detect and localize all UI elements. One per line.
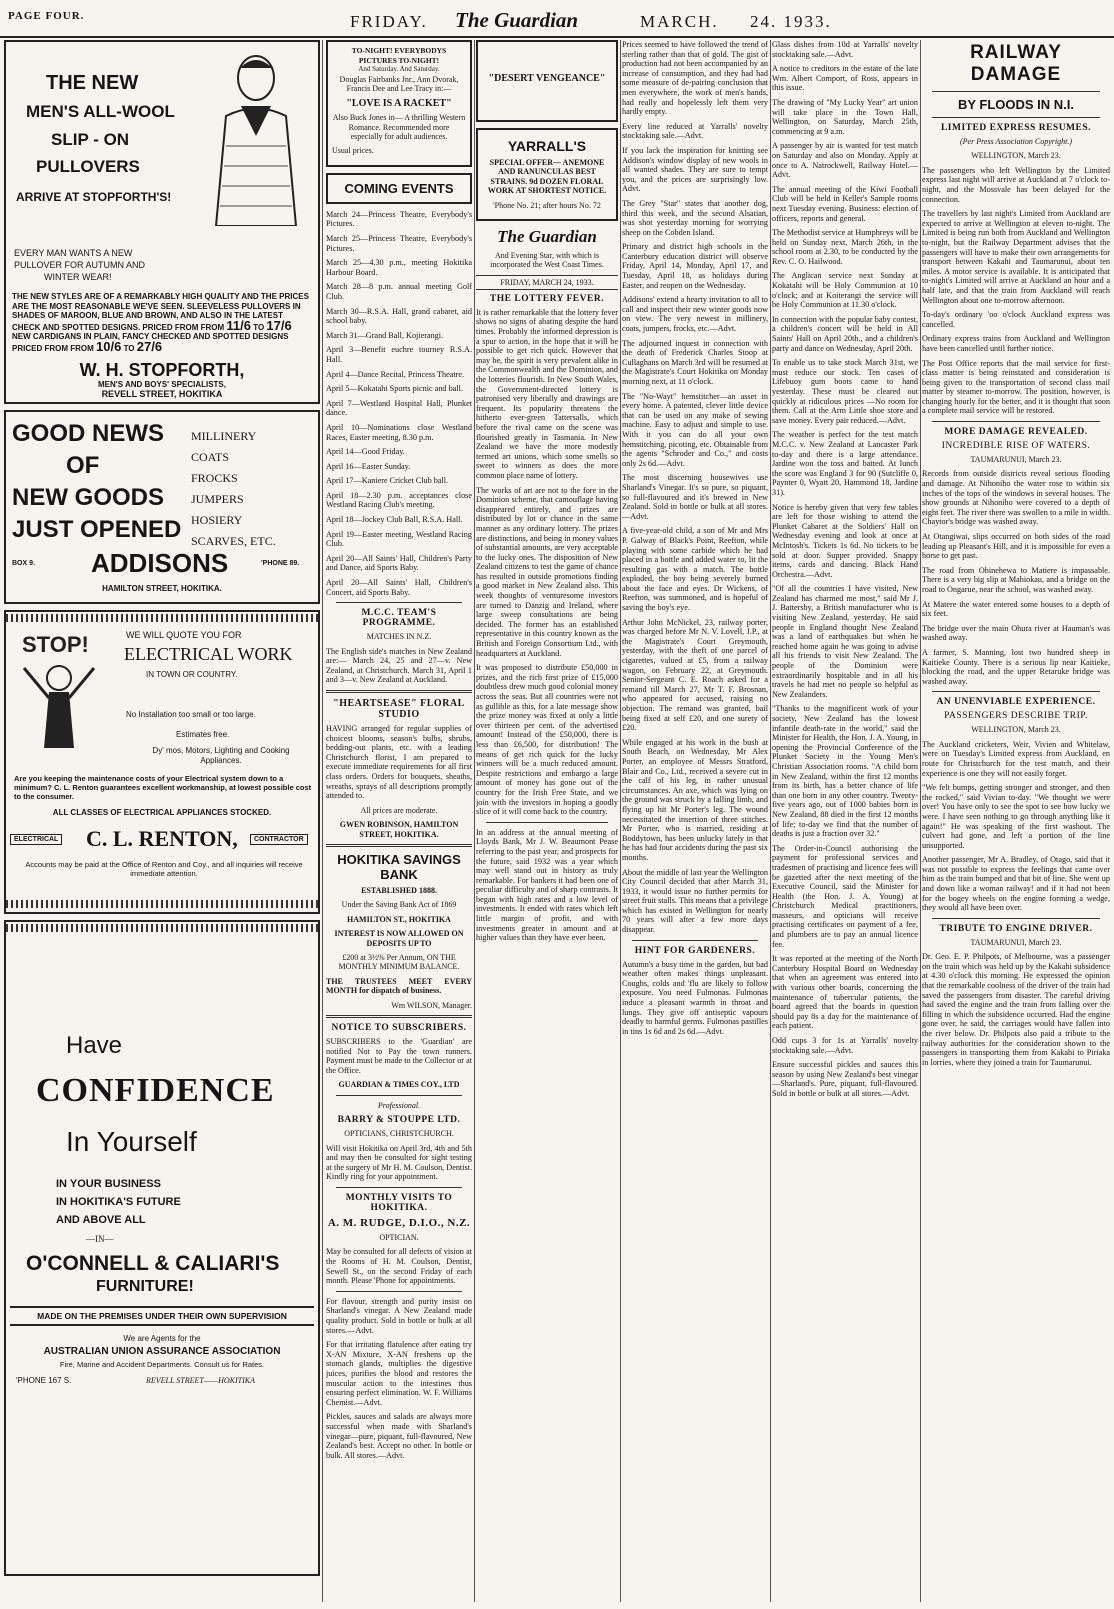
news-paragraph: To enable us to take stock March 31st, we must reduce our stock. Ten cases of Lifebuoy gum boots came to hand yesterday. These must be cleared out quickly at ridiculous prices —No room for them. Call at the Arm Little shoe store and save money. Every pair reduced.—Advt. (772, 358, 918, 425)
ad-line: ALL CLASSES OF ELECTRICAL APPLIANCES STOCKED. (52, 808, 272, 817)
coming-event-item: April 4—Dance Recital, Princess Theatre. (326, 369, 465, 379)
news-paragraph: The Grey "Star" states that another dog, third this week, and the second Alsatian, was shot yesterday morning for worrying sheep on the Cobden Island. (622, 198, 768, 237)
ad-heading: GOOD NEWS (12, 420, 165, 447)
news-paragraph: "We felt bumps, getting stronger and stronger, and then the rocked," said Vivian to-day. "We thought we were over! You have only to see the spot to see how lucky we were. I have seen nothing to go through anything like it again!" He was speaking of the first washout. The culvert had gone, and left a portion of the line unsupported. (922, 783, 1110, 850)
ad-body: NEW CARDIGANS IN PLAIN, FANCY CHECKED AND SPOTTED DESIGNS PRICED FROM FROM (12, 332, 289, 353)
rudge-subtitle: OPTICIAN. (379, 1233, 419, 1242)
barry-title: BARRY & STOUPPE LTD. (337, 1115, 461, 1126)
news-paragraph: The road from Ohinehewa to Matiere is impassable. There is a very big slip at Mahiokau, and a bridge on the road to Ongarue, near the school, was washed away. (922, 565, 1110, 594)
coming-events-heading-box (326, 173, 472, 204)
news-paragraph: A notice to creditors in the estate of the late Wm. Albert Comport, of Ross, appears in this issue. (772, 64, 918, 93)
news-paragraph: Odd cups 3 for 1s at Yarralls' novelty stocktaking sale.—Advt. (772, 1036, 918, 1055)
mcc-body: The English side's matches in New Zealand are:— March 24, 25 and 27—v. New Zealand, at Christchurch. March 31, April 1 and 3—v. New Zealand at Auckland. (326, 646, 472, 685)
yarralls-body: SPECIAL OFFER— ANEMONE AND RANUNCULAS BEST STRAINS. 9d DOZEN FLORAL WORK AT SHORTEST NOTICE. (487, 158, 607, 196)
coming-event-item: March 28—8 p.m. annual meeting Golf Club. (326, 282, 472, 301)
column-5 (772, 40, 918, 1602)
oconnell-caliari-advert (4, 920, 320, 1576)
coming-event-item: March 24—Princess Theatre, Everybody's Pictures. (326, 209, 472, 229)
news-paragraph: Dr. Geo. E. P. Philpots, of Melbourne, was a passenger on the train which was held up by the Kakahi subsidence at 4.30 o'clock this morning. He expressed the opinion that the remarkable coolness of the driver of the train had saved the passengers from disaster. The careful driving had saved the engine and the train from falling over the filling in which the subsidence occurred. Had the engine gone over, he said, the carriages would have fallen into the river below. Dr. Philpots also paid a tribute to the railway authorities for the consideration shown to the passengers in transporting them from Kakahi to Piriaka in lorries, where they joined a train for Taumarunui. (922, 952, 1110, 1067)
dateline: TAUMARUNUI, March 23. (970, 455, 1062, 465)
editorial-title: THE LOTTERY FEVER. (489, 293, 605, 304)
news-paragraph: The bridge over the main Ohura river at Hauman's was washed away. (922, 623, 1110, 643)
news-paragraph: Ordinary express trains from Auckland and Wellington have been cancelled until further notice. (922, 334, 1110, 353)
header-day: FRIDAY. (350, 12, 428, 31)
news-paragraph: A passenger by air is wanted for test match on Saturday and also on Monday. Apply at once to A. Natrockwell, Railway Hotel.—Advt. (772, 141, 918, 180)
editorial-paragraph: The works of art are not to the fore in the Dominion scheme, that camouflage having disappeared entirely, and prizes are distributed by lot or chance in the same manner as any ordinary lottery. The prizes are distinctions, and being in money values of substantial amounts, are very acceptable to the lucky ones. The disposition of New Zealand citizens to test the game of chance has resulted in outside promotions finding a good market in New Zealand also. This week thoughts of venturesome investors are turned to Danzig and Ireland, where large sweep consultations are being decided. The former has an established representative in this country known as the British and Foreign Consortium Ltd., with headquarters at Auckland. (476, 485, 618, 658)
price: 17/6 (266, 317, 292, 333)
column-6 (922, 40, 1110, 1602)
ad-line: Fire, Marine and Accident Departments. Consult us for Rates. (59, 1360, 265, 1369)
dateline: FRIDAY, MARCH 24, 1933. (476, 275, 618, 290)
ad-line: IN HOKITIKA'S FUTURE (56, 1196, 181, 1208)
dateline: TAUMARUNUI, March 23. (970, 937, 1062, 947)
notice-signature: GUARDIAN & TIMES COY., LTD (338, 1080, 460, 1090)
florist-body: HAVING arranged for regular supplies of choicest blooms, season's bulbs, shrubs, bedding-out plants, etc. with a leading Christchurch florist, I am prepared to execute immediate requirements for all first class orders. Orders for bouquets, sheaths, wreaths, sprays of all descriptions promptly attended to. (326, 724, 472, 801)
advertisement-column (4, 40, 320, 1602)
ad-line: PULLOVER FOR AUTUMN AND (14, 260, 146, 270)
header-month: MARCH. (640, 12, 719, 31)
yarralls-advert (476, 128, 618, 221)
news-paragraph: It was reported at the meeting of the North Canterbury Hospital Board on Wednesday that when an agreement was entered into with various other boards, concerning the maintenance of tubercular patients, the board agreed that the boards in question should pay 8s a day for the maintenance of each patient. (772, 954, 918, 1031)
ad-line: MADE ON THE PREMISES UNDER THEIR OWN SUPERVISION (10, 1306, 314, 1326)
news-paragraph: At Matere the water entered some houses to a depth of six feet. (922, 599, 1110, 619)
film-title: "DESERT VENGEANCE" (488, 73, 606, 84)
bank-title: HOKITIKA SAVINGS BANK (337, 851, 461, 882)
ad-line: In Yourself (66, 1126, 197, 1157)
stopforth-advert (4, 40, 320, 404)
ad-name: C. L. RENTON, (86, 826, 238, 851)
ad-line: And Saturday. And Saturday. (358, 65, 440, 74)
ad-line: MEN'S ALL-WOOL (26, 102, 175, 121)
header-date: 24. 1933. (750, 12, 832, 31)
coming-event-item: April 5—Kokatahi Sports picnic and ball. (326, 384, 463, 394)
border-decoration (6, 924, 318, 932)
news-paragraph: Ensure successful pickles and sauces this season by using New Zealand's best vinegar—Sharland's. Pure, piquant, full-flavoured. Sold in bottle or bulk at all stores.—Advt. (772, 1060, 918, 1098)
ad-tag: CONTRACTOR (250, 834, 308, 845)
dateline: WELLINGTON, March 23. (971, 725, 1061, 735)
editorial-paragraph: It was proposed to distribute £50,000 in prizes, and the rich first prize of £15,000 doubtless drew much good colonial money across the seas. But all countries were not as gullible as this, for a late message show the prize money was fixed at only a little over thirteen per cent. of the advertised amount! Instead of the £50,000, there is less than £6,500, for distribution! The means of get rich quick for the lucky winners will be a much reduced amount. Despite restrictions and embargo a large amount of money has gone out of the country for the Irish Free State, and we join with the investors in hoping a goodly slice of it will come back to the country. (476, 663, 618, 817)
coming-event-item: April 19—Easter meeting, Westland Racing Club. (326, 529, 472, 549)
coming-event-item: March 25—4.30 p.m., meeting Hokitika Harbour Board. (326, 258, 472, 277)
news-paragraph: The Auckland cricketers, Weir, Vivien and Whitelaw, were on Tuesday's Limited express from Auckland, en route for Christchurch for the test match, and their experience is one they will not easily forget. (922, 739, 1110, 778)
florist-title: "HEARTSEASE" FLORAL STUDIO (333, 698, 465, 720)
ad-sub: MEN'S AND BOYS' SPECIALISTS, (98, 380, 226, 389)
subheading: AN UNENVIABLE EXPERIENCE. (936, 697, 1096, 708)
news-paragraph: While engaged at his work in the bush at South Beach, on Wednesday, Mr Alex Porter, an employee of Messrs Stratford, Blair and Co., Ltd., received a severe cut in the calf of his leg, in rather unusual circumstances. An axe, which was lying on the ground was struck by a falling limb, and flying up hit Mr Porter's leg. The wound necessitated the insertion of three stitches. Mr Porter, who is married, residing at Boddytown, has been unlucky lately in that he has had four accidents during the past six months. (622, 737, 768, 862)
news-paragraph: Prices seemed to have followed the trend of sterling rather than that of gold. The gist of production had not been accompanied by an increase of consumption, and they had had some measure of de-pairing conclusion that men everywhere, the work of men's hands, had really and hopelessly left them very hardly empty. (622, 40, 768, 117)
news-paragraph: The passengers who left Wellington by the Limited express last night will arrive at Auckland at 7 o'clock to-night, and the Mossvale has been delayed for the connection. (922, 165, 1110, 204)
coming-event-item: April 17—Kaniere Cricket Club ball. (326, 476, 449, 486)
pictures-advert (326, 40, 472, 167)
column-rule (770, 40, 771, 1602)
page-number: PAGE FOUR. (8, 10, 85, 22)
news-paragraph: Records from outside districts reveal serious flooding and damage. At Nihoniho the water rose to within six inches of the tops of the windows in several houses. The show grounds at Nihoniho were covered to a depth of eight feet. The river there was swollen to a mile in width. Chaytor's bridge was washed away. (922, 469, 1110, 527)
ad-line: WINTER WEAR! (44, 272, 112, 282)
ad-line: Dy' mos, Motors, Lighting and Cooking Appliances. (152, 746, 290, 765)
dateline: WELLINGTON, March 23. (971, 151, 1061, 161)
ad-heading: CONFIDENCE (36, 1072, 275, 1109)
stop-man-illustration (14, 628, 104, 748)
ad-item: SCARVES, ETC. (191, 534, 276, 548)
column-4 (622, 40, 768, 1602)
hint-title: HINT FOR GARDENERS. (634, 945, 756, 956)
mcc-title: M.C.C. TEAM'S PROGRAMME. (361, 608, 437, 629)
yarralls-phone: 'Phone No. 21; after hours No. 72 (493, 200, 601, 210)
column-2 (326, 40, 472, 1602)
news-paragraph: "Of all the countries I have visited, New Zealand has charmed me most," said Mr J. J. Battersby, a British manufacturer who is visiting New Zealand, yesterday. He said people in England thought New Zealand was a land of earthquakes but when he reached home again he was going to advise all his friends to visit New Zealand. The people of the Dominion were extraordinarily hospitable and in all his travels he had met no people so helpful as New Zealanders. (772, 584, 918, 699)
barry-subtitle: OPTICIANS, CHRISTCHURCH. (344, 1129, 454, 1139)
coming-events-title: COMING EVENTS (344, 180, 454, 196)
coming-event-item: April 20—All Saints' Hall, Children's Party and Dance, aid Sports Baby. (326, 553, 472, 573)
ad-line: IN YOUR BUSINESS (56, 1178, 161, 1190)
florist-prices: All prices are moderate. (360, 805, 438, 815)
price: 27/6 (136, 338, 163, 354)
ad-box: BOX 9. (12, 560, 35, 567)
subheading: PASSENGERS DESCRIBE TRIP. (944, 711, 1088, 722)
ad-body: Accounts may be paid at the Office of Renton and Coy., and all inquiries will receive immediate attention. (25, 860, 303, 878)
news-paragraph: About the middle of last year the Wellington City Council decided that after March 31, 1933, it would issue no further permits for street fruit stalls. This means that a privilege which has existed in Wellington for nearly 70 years will after a few more days disappear. (622, 867, 768, 935)
news-paragraph: In connection with the popular baby contest, a children's concert will be held in All Saints' Hall on April 20th., and a children's party and dance on Wednesday, April 20th. (772, 314, 918, 353)
column-rule (474, 40, 475, 1602)
xan-advert: For that irritating flatulence after eating try X-AN Mixture, X-AN freshens up the stomach glands, multiplies the digestive juices, purifies the blood and restores the muscular action to the intestines thus ensuring perfect elimination. W. F. Williams Chemist.—Advt. (326, 1340, 472, 1407)
ad-line: ELECTRICAL WORK (124, 644, 293, 664)
news-paragraph: The Post Office reports that the mail service for first-class matter is being reinstated and consideration is being given to the transportation of second class mail matter by steamer to-morrow. The position, however, is changing hourly for the better, and it is thought that soon a complete mail service will be restored. (922, 358, 1110, 416)
news-paragraph: The "No-Wayt" hemstitcher—an asset in every home. A patented, clever little device that can be used on any make of sewing machine. Easy to adjust and simple to use. With it you can do all your own hemstitching, picoting, etc. Obtainable from the agents "Schroder and Co.," and costs only 2s 6d.—Advt. (622, 391, 768, 468)
ad-line: WE WILL QUOTE YOU FOR (126, 630, 242, 640)
news-paragraph: The Methodist service at Humphreys will be held on Sunday next, March 26th, in the school room at 2.30, to be conducted by the Rev. C. O. Hailwood. (772, 228, 918, 266)
ad-line: SLIP - ON (51, 130, 130, 149)
price-to: TO (123, 343, 135, 353)
desert-vengeance-advert (476, 40, 618, 122)
notice-body: SUBSCRIBERS to the 'Guardian' are notified Not to Pay the town runners. Payment must be made to the Collector or at the Office. (326, 1037, 472, 1075)
ad-line: Usual prices. (332, 146, 374, 156)
news-paragraph: A five-year-old child, a son of Mr and Mrs P. Galway of Black's Point, Reefton, while playing with some carbide which he had placed in a bottle and added water to, lit the resulting gas with a match. The bottle exploded, the boy being severely burned about the face and eyes. Dr Wickens, of Reefton, was summoned, and is hopeful of saving the boy's eye. (622, 526, 768, 613)
ad-line: AND ABOVE ALL (56, 1214, 146, 1226)
bank-interest: INTEREST IS NOW ALLOWED ON DEPOSITS UP TO (334, 929, 464, 948)
news-paragraph: The adjourned inquest in connection with the death of Frederick Charles Stoop at Cullaghans on March 3rd will be resumed at the Magistrate's Court Hokitika on Monday morning next, at 11 o'clock. (622, 338, 768, 386)
railway-subheadline-2: LIMITED EXPRESS RESUMES. (940, 123, 1092, 133)
coming-event-item: April 7—Westland Hospital Hall, Plunket dance. (326, 398, 472, 418)
news-paragraph: Addisons' extend a hearty invitation to all to call and inspect their new winter goods now on view. The very newest in millinery, coats, jumpers, frocks, etc.—Advt. (622, 295, 768, 334)
florist-signature: GWEN ROBINSON, HAMILTON STREET, HOKITIKA. (339, 820, 459, 839)
ad-line: THE NEW (46, 72, 139, 94)
news-paragraph: Primary and district high schools in the Canterbury education district will observe Friday, April 14, Monday, April 17, and Tuesday, April 18, as holidays during Easter, and reopen on the Wednesday. (622, 242, 768, 290)
ad-name: O'CONNELL & CALIARI'S (26, 1252, 280, 1275)
news-paragraph: At Otangiwai, slips occurred on both sides of the road leading up Pleasant's Hill, and it is impossible for even a horse to get past. (922, 532, 1110, 561)
column-rule (322, 40, 323, 1602)
ad-line: Douglas Fairbanks Jnr., Ann Dvorak, Francis Dee and Lee Tracy in:— (339, 74, 459, 94)
news-paragraph: The Anglican service next Sunday at Kokatahi will be Holy Communion at 10 o'clock; and at Koiterangi the service will be Holy Communion at 11.30 o'clock. (772, 271, 918, 310)
ad-heading: OF (66, 452, 100, 479)
news-paragraph: The annual meeting of the Kiwi Football Club will be held in Keller's Sample rooms next Tuesday evening. Business: election of officers, reports and general. (772, 184, 918, 223)
masthead: The Guardian (455, 8, 579, 32)
column-rule (620, 40, 621, 1602)
hint-body: Autumn's a busy time in the garden, but bad weather often makes things unpleasant. Coughs, colds and 'flu are likely to follow exposure. You need Fulmonas. Fulmonas induce a pleasant warmth in throat and lungs. They give off antiseptic vapours deadly to harmful germs. Fulmonas pastilles in tins 1s 6d and 2s 6d.—Advt. (622, 959, 768, 1036)
monthly-visits-title: MONTHLY VISITS TO HOKITIKA. (345, 1193, 453, 1213)
ad-address: HAMILTON STREET, HOKITIKA. (102, 584, 222, 593)
column-rule (920, 40, 921, 1602)
railway-headline: RAILWAY DAMAGE (970, 42, 1062, 85)
ad-line: ARRIVE AT STOPFORTH'S! (16, 190, 172, 204)
ad-item: MILLINERY (191, 429, 257, 443)
ad-phone: 'PHONE 167 S. (16, 1376, 72, 1385)
ad-line: Estimates free. (176, 730, 230, 739)
sharland-advert: For flavour, strength and purity insist on Sharland's vinegar. A New Zealand made quality product. Sold in bottle or bulk at all stores.—Advt. (326, 1296, 472, 1335)
news-paragraph: Arthur John McNickel, 23, railway porter, was charged before Mr N. V. Lovell, J.P., at the Magistrate's Court Greymouth, yesterday, with the theft of one parcel of cigarettes, valued at £5, from a railway wagon, on February 22, at Greymouth. Senior-Sergeant C. E. Roach asked for a remand till March 27, Mr T. F. Brosnan, who appeared for accused, raising no objection. The remand was granted, bail being fixed at self £20, and one surety of £20. (622, 617, 768, 733)
bank-rate: £200 at 3½% Per Annum, ON THE MONTHLY MINIMUM BALANCE. (338, 953, 460, 972)
ad-line: FURNITURE! (96, 1278, 194, 1295)
pickles-advert: Pickles, sauces and salads are always more successful when made with Sharland's vinegar—pure, piquant, full-flavoured, New Zealand's best. Accept no other. In bottle or bulk. All stores.—Advt. (326, 1412, 472, 1460)
ad-line: IN TOWN OR COUNTRY. (146, 670, 238, 679)
coming-event-item: April 14—Good Friday. (326, 447, 405, 457)
stop-text: STOP! (22, 632, 89, 657)
coming-event-item: March 30—R.S.A. Hall, grand cabaret, aid school baby. (326, 306, 472, 326)
news-paragraph: The most discerning housewives use Sharland's Vinegar. It's so pure, so piquant, so full-flavoured and it's brewed in New Zealand. Sold in bottle or bulk at all stores.—Advt. (622, 473, 768, 521)
masthead-subtitle: And Evening Star, with which is incorporated the West Coast Times. (490, 251, 604, 270)
masthead-small: The Guardian (497, 227, 597, 247)
price-to: TO (253, 322, 265, 332)
ad-address: REVELL STREET, HOKITIKA (101, 389, 223, 399)
ad-tag: ELECTRICAL (10, 834, 62, 845)
news-paragraph: To-day's ordinary 'oo o'clock Auckland express was cancelled. (922, 310, 1110, 329)
ad-line: —IN— (86, 1234, 114, 1244)
rudge-body: May be consulted for all defects of vision at the Rooms of H. M. Coulson, Dentist, Sewell St., on the second Friday of each month. Please 'Phone for appointments. (326, 1247, 472, 1286)
news-paragraph: Notice is hereby given that very few tables are left for those wishing to attend the Plunket Cabaret at the Soldiers' Hall on Wednesday evening and look at once at McIntosh's. Tickets 1s 6d. No tickets to be sold at door. Supper provided. Snappy items, cards and dancing. Black Hand Orchestra.—Advt. (772, 502, 918, 579)
bank-trustees: THE TRUSTEES MEET EVERY MONTH for dispatch of business. (326, 976, 472, 996)
man-illustration (196, 46, 316, 226)
addisons-advert (4, 410, 320, 604)
coming-event-item: March 25—Princess Theatre, Everybody's Pictures. (326, 234, 472, 253)
bank-signature: Wm WILSON, Manager. (391, 1000, 472, 1010)
ad-item: JUMPERS (191, 492, 244, 506)
bank-established: ESTABLISHED 1888. (361, 885, 437, 895)
news-paragraph: Glass dishes from 10d at Yarralls' novelty stocktaking sale.—Advt. (772, 40, 918, 59)
yarralls-title: YARRALL'S (507, 138, 587, 154)
barry-body: Will visit Hokitika on April 3rd, 4th and 5th and may then be consulted for sight testing at the surgery of Mr H. M. Coulson, Dentist. Kindly ring for your appointment. (326, 1143, 472, 1182)
ad-line: Also Buck Jones in— A thrilling Western Romance. Recommended more especially for adult audiences. (332, 113, 466, 141)
subheading: INCREDIBLE RISE OF WATERS. (941, 441, 1091, 452)
ad-line: TO-NIGHT! EVERYBODYS PICTURES TO-NIGHT! (351, 46, 447, 65)
news-paragraph: The weather is perfect for the test match M.C.C. v. New Zealand at Lancaster Park to-day and there is a large attendance. Jardine won the toss and batted. At lunch the score was England 3 for 90 (Sutcliffe 0, Paynter 0, Wyatt 20, Hammond 18, Jardine 31). (772, 430, 918, 497)
railway-subheadline: BY FLOODS IN N.I. (957, 97, 1075, 112)
coming-event-item: April 18—2.30 p.m. acceptances close Westland Racing Club's meeting. (326, 490, 472, 510)
coming-event-item: April 16—Easter Sunday. (326, 461, 411, 471)
column-3 (476, 40, 618, 1602)
bank-act: Under the Saving Bank Act of 1869 (341, 900, 457, 910)
ad-address: REVELL STREET——HOKITIKA (146, 1376, 255, 1385)
professional-heading: Professional. (377, 1100, 421, 1110)
ad-item: HOSIERY (191, 513, 243, 527)
ad-body: THE NEW STYLES ARE OF A REMARKABLY HIGH QUALITY AND THE PRICES ARE THE MOST REASONABLE WE'VE SEEN. SLEEVELESS PULLOVERS IN SHADES OF MAROON, BLUE AND BROWN, AND ALSO IN THE LATEST CHECK AND SPOTTED DESIGNS. PRICED FROM FROM (12, 292, 309, 332)
border-decoration (6, 614, 318, 622)
subheading: TRIBUTE TO ENGINE DRIVER. (939, 923, 1093, 934)
notice-title: NOTICE TO SUBSCRIBERS. (331, 1023, 467, 1034)
ad-line: EVERY MAN WANTS A NEW (14, 248, 133, 258)
news-paragraph: Another passenger, Mr A. Bradley, of Otago, said that it was not possible to express the feelings that came over him as the train bumped and that bit of line. She went up and down like a woman railway! and if it had not been for the bogey wheels on the engine forming a wedge, they would all have been over. (922, 855, 1110, 913)
news-paragraph: The Order-in-Council authorising the payment for professional services and tradesmen of practising and licence fees will be gazetted after the next meeting of the Executive Council, said the Minister for Health (the Hon. J. A. Young) at Christchurch Medical practitioners, masseurs, and opticians will receive practising certificates on payment of a fee, and plumbers are to pay an annual licence fee. (772, 843, 918, 949)
coming-event-item: April 18—Jockey Club Ball, R.S.A. Hall. (326, 515, 463, 525)
news-paragraph: The drawing of "My Lucky Year" art union will take place in the Town Hall, Wellington, on Saturday, March 25th, commencing at 9 a.m. (772, 97, 918, 136)
editorial-paragraph: It is rather remarkable that the lottery fever shows no signs of abating despite the hard times. Probably the informed depression is a spur to action, in the hope that it will be possible to get rich quick. However that may be, the spirit is very prevalent alike in the Commonwealth and the Dominion, and the lotteries flourish. In New South Wales, the Government-directed lottery is patronised very liberally and drawings are frequent. Its popularity threatens the hitherto ever-green Tattersalls, which before the rival came on the scene was flourished greatly in Tasmania. In New Zealand we have the more modestly termed art unions, which some smells so sweet to winners as does the more common place name of lottery. (476, 307, 618, 480)
coming-event-item: April 20—All Saints' Hall, Children's Concert, aid Sports Baby. (326, 578, 472, 597)
lloyds-paragraph: In an address at the annual meeting of Lloyds Bank, Mr J. W. Beaumont Pease referring to the past year, and prospects for the future, said 1932 was a year which may well stand out in history as truly remarkable. For bankers it had been one of peculiar difficulty and of sharp contrasts. It began with high rates and a low level of investments. It ended with rates which left little margin of profit, and with investments greater in amount and at higher values than they have ever been. (476, 827, 618, 943)
news-paragraph: "Thanks to the magnificent work of your society, New Zealand has the lowest infantile death-rate in the world," said the Minister for Health, the Hon. J. A. Young, in opening the Provincial Conference of the Plunket Society in the Young Men's Christian Association rooms. "A child born in New Zealand, within the first 12 months from its birth, has a better chance of life than one born in any other country. Twenty-five years ago, out of 1000 babies born in New Zealand, 88 died in the first 12 months of life; to-day we find that the number of deaths is just a fraction over 32." (772, 704, 918, 839)
subheading: MORE DAMAGE REVEALED. (944, 427, 1088, 438)
news-paragraph: If you lack the inspiration for knitting see Addison's window display of new wools in all wanted shades. They are sure to tempt you, and the prices are surprisingly low. Advt. (622, 145, 768, 194)
ad-body: Are you keeping the maintenance costs of your Electrical system down to a minimum? C. L. Renton guarantees excellent workmanship, at lowest possible cost to the consumer. (14, 774, 312, 801)
ad-name: W. H. STOPFORTH, (79, 360, 245, 380)
news-paragraph: The travellers by last night's Limited from Auckland are expected to arrive at Wellington at eleven to-night. The Limited is being run both from Auckland and Wellington to-night, but the Railway Department advises that the passengers will have to make their own arrangements for transport between Kakahi and Taumarunui, about ten miles. A motor service is available. It is anticipated that to-night's Limited will arrive at Auckland an hour and a half late, and that the train from Auckland will reach Wellington about one to-morrow afternoon. (922, 209, 1110, 305)
coming-events-list (326, 210, 472, 597)
coming-event-item: April 3—Benefit euchre tourney R.S.A. Hall. (326, 345, 472, 364)
news-paragraph: Every line reduced at Yarralls' novelty stocktaking sale.—Advt. (622, 121, 768, 141)
ad-item: COATS (191, 450, 230, 464)
editorial-body (476, 308, 618, 817)
press-association: (Per Press Association Copyright.) (960, 137, 1072, 146)
price: 10/6 (96, 338, 122, 354)
coming-event-item: March 31—Grand Ball, Kojierangi. (326, 330, 444, 340)
page-header (0, 0, 1114, 38)
news-paragraph: A farmer, S. Manning, lost two hundred sheep in Kaitieke County. There is a serious lip near Kaitieke, blocking the road, and the upper Retaruke bridge was washed away. (922, 647, 1110, 686)
ad-line: Have (66, 1032, 123, 1059)
film-title: "LOVE IS A RACKET" (346, 97, 452, 109)
ad-phone: 'PHONE 89. (261, 560, 300, 567)
ad-line: AUSTRALIAN UNION ASSURANCE ASSOCIATION (43, 1346, 281, 1357)
ad-name: ADDISONS (91, 548, 229, 578)
rudge-title: A. M. RUDGE, D.I.O., N.Z. (327, 1217, 471, 1229)
coming-event-item: April 10—Nominations close Westland Races, Easter meeting, 8.30 p.m. (326, 422, 472, 442)
bank-address: HAMILTON ST., HOKITIKA (347, 914, 451, 924)
price: 11/6 (226, 317, 251, 333)
ad-line: We are Agents for the (123, 1334, 201, 1343)
ad-line: PULLOVERS (36, 157, 140, 176)
ad-line: No Installation too small or too large. (126, 710, 256, 719)
mcc-subtitle: MATCHES IN N.Z. (366, 632, 432, 642)
ad-item: FROCKS (191, 471, 238, 485)
renton-advert (4, 610, 320, 914)
ad-heading: NEW GOODS (12, 484, 165, 511)
border-decoration (6, 900, 318, 908)
ad-heading: JUST OPENED (12, 516, 182, 543)
